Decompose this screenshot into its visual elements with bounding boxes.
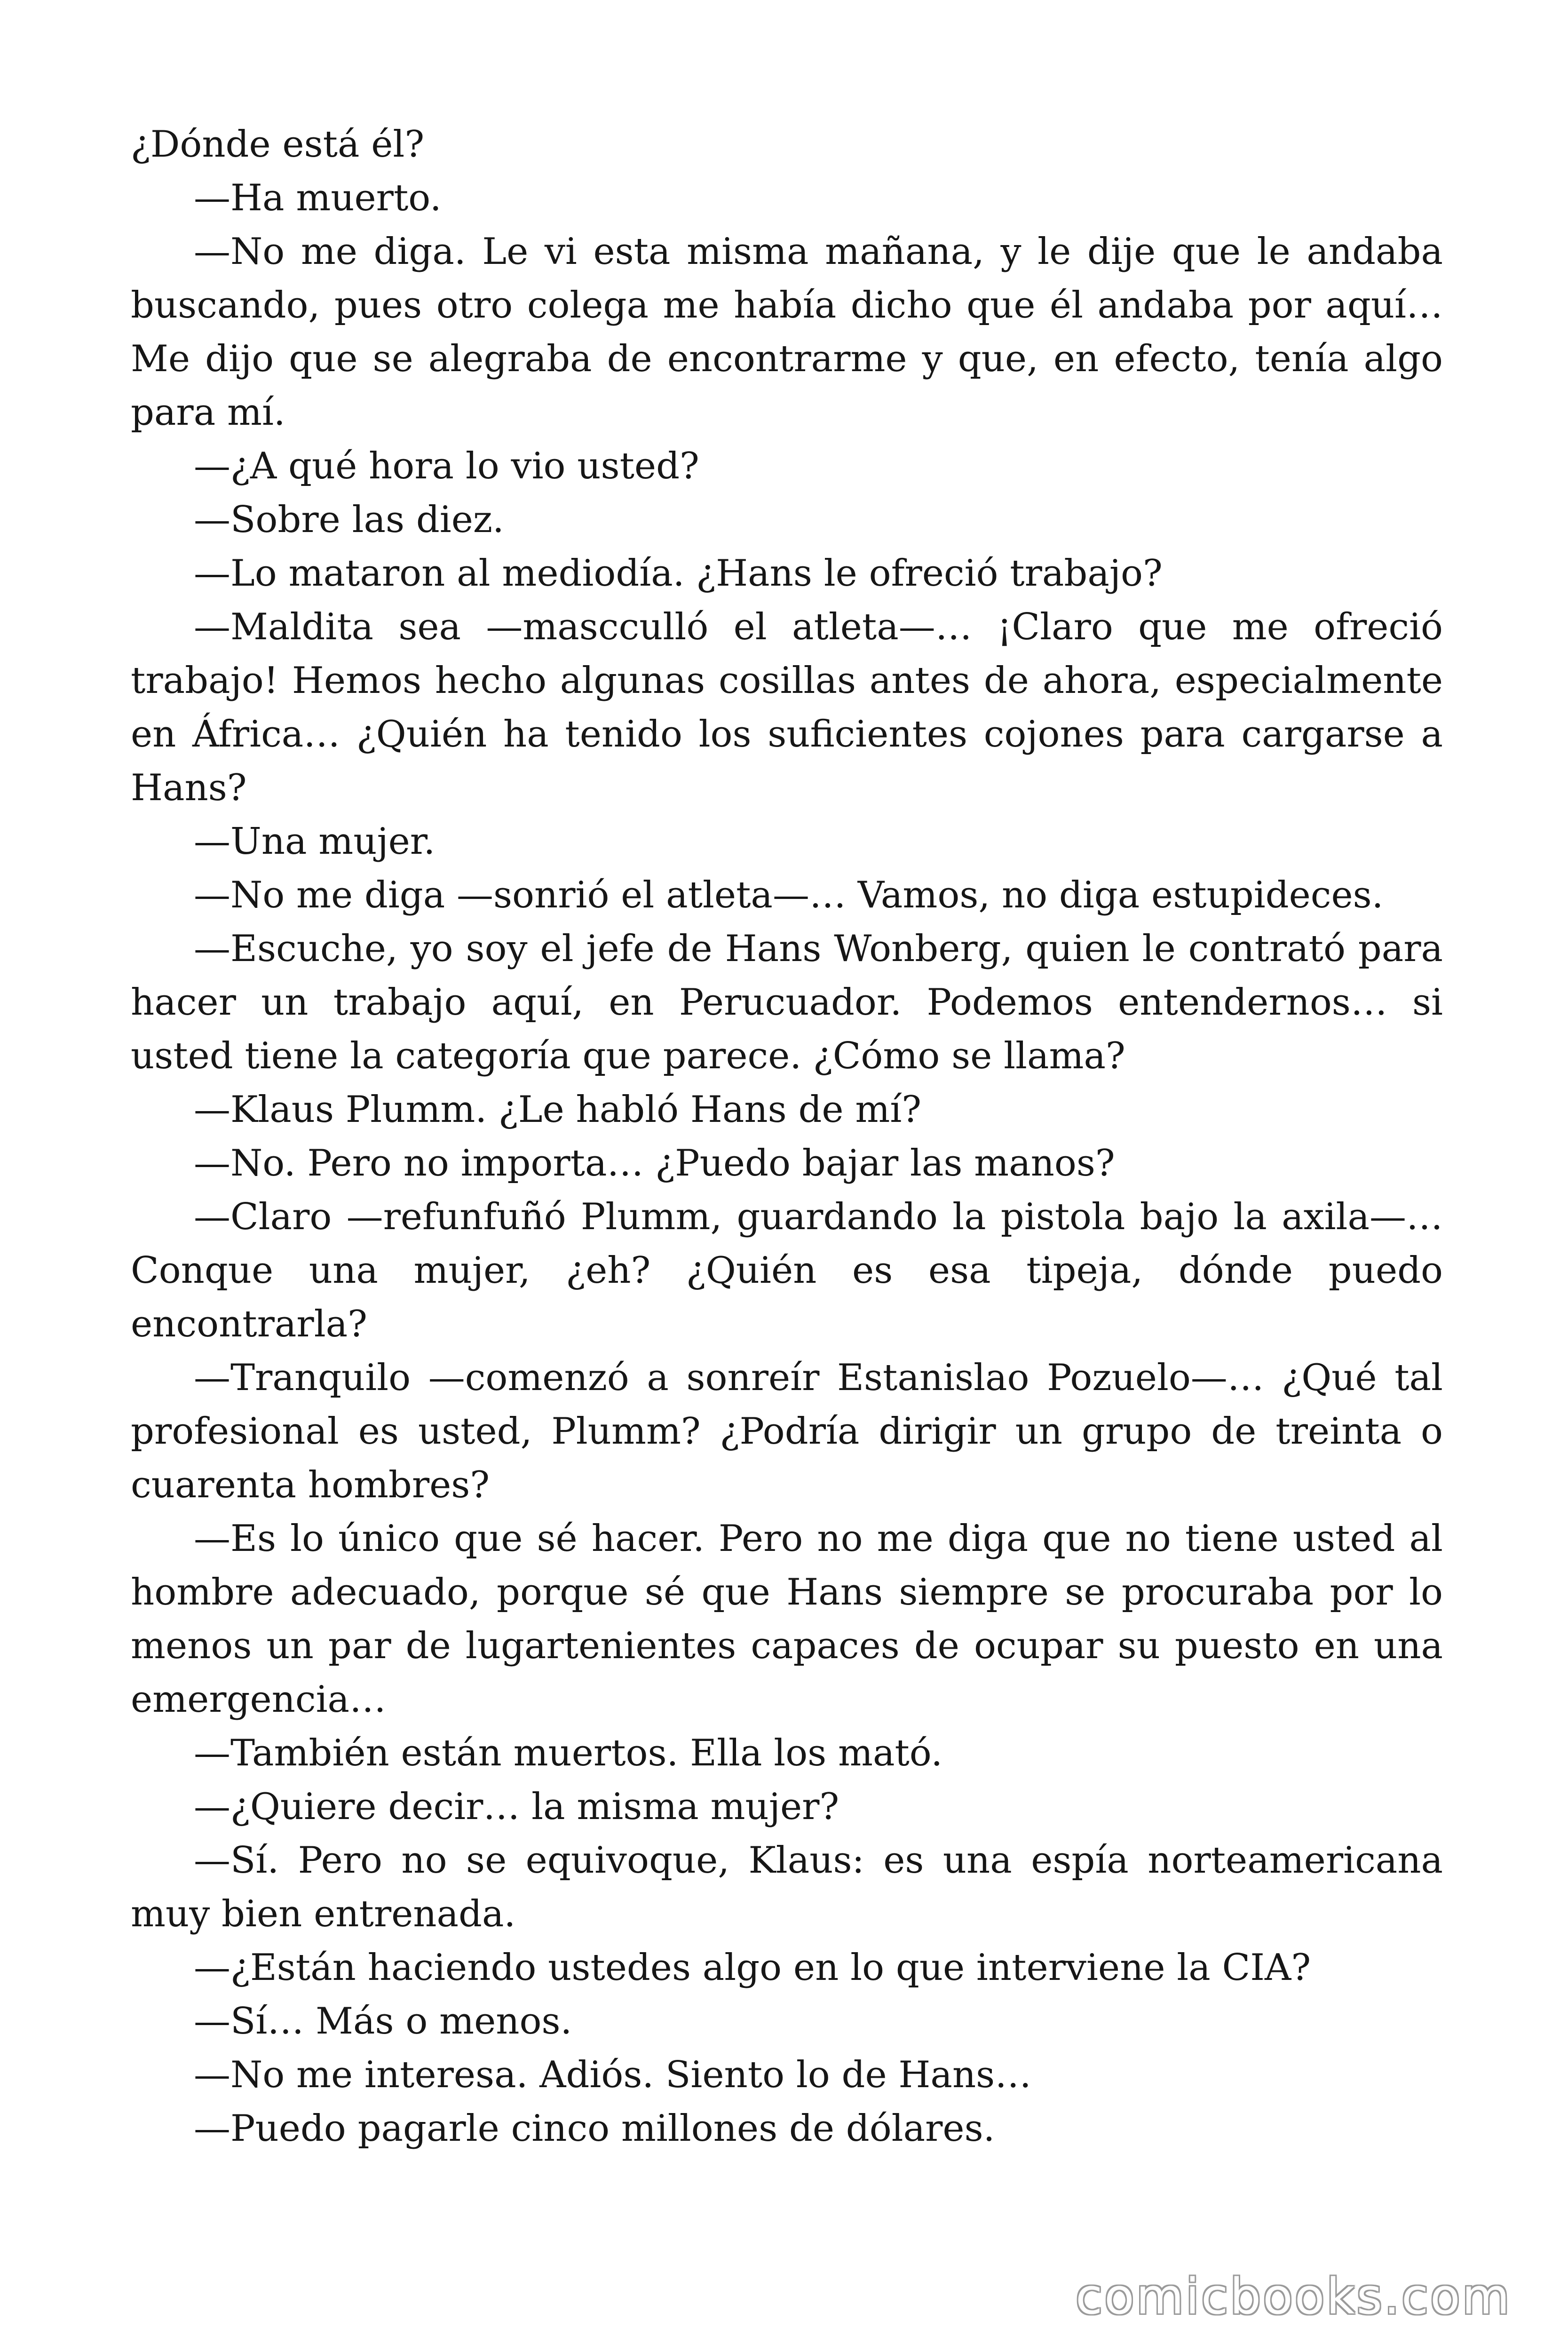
paragraph: —Escuche, yo soy el jefe de Hans Wonberg, quien le contrató para hacer un trabajo aquí, en Perucuador. Podemos entendernos… si usted tiene la categoría que parece. ¿Cómo se llama? <box>131 928 1443 1077</box>
paragraph: —Klaus Plumm. ¿Le habló Hans de mí? <box>194 1089 922 1131</box>
paragraph: —Es lo único que sé hacer. Pero no me diga que no tiene usted al hombre adecuado, porque sé que Hans siempre se procuraba por lo menos un par de lugartenientes capaces de ocupar su puesto en una emergencia… <box>131 1518 1443 1721</box>
paragraph: —¿Quiere decir… la misma mujer? <box>194 1786 839 1828</box>
paragraph: —También están muertos. Ella los mató. <box>194 1732 943 1774</box>
paragraph: —No me diga. Le vi esta misma mañana, y le dije que le andaba buscando, pues otro colega me había dicho que él andaba por aquí… Me dijo que se alegraba de encontrarme y que, en efecto, tenía algo para mí. <box>131 230 1443 434</box>
paragraph: —Una mujer. <box>194 820 436 863</box>
paragraph: —No. Pero no importa… ¿Puedo bajar las manos? <box>194 1142 1115 1184</box>
paragraph: —Ha muerto. <box>194 177 442 219</box>
watermark: comicbooks.com <box>1075 2268 1512 2325</box>
book-page-text <box>131 118 1443 2155</box>
paragraph: —¿A qué hora lo vio usted? <box>194 445 699 487</box>
paragraph: —Sí… Más o menos. <box>194 2000 572 2042</box>
paragraph: ¿Dónde está él? <box>131 123 425 166</box>
paragraph: —Sí. Pero no se equivoque, Klaus: es una espía norteamericana muy bien entrenada. <box>131 1839 1443 1935</box>
paragraph: —No me diga —sonrió el atleta—… Vamos, no diga estupideces. <box>194 874 1384 916</box>
paragraph: —Maldita sea —mascculló el atleta—… ¡Claro que me ofreció trabajo! Hemos hecho algunas cosillas antes de ahora, especialmente en África… ¿Quién ha tenido los suficientes cojones para cargarse a Hans? <box>131 606 1443 809</box>
paragraph: —Puedo pagarle cinco millones de dólares. <box>194 2107 995 2150</box>
paragraph: —¿Están haciendo ustedes algo en lo que interviene la CIA? <box>194 1947 1311 1989</box>
paragraph: —No me interesa. Adiós. Siento lo de Hans… <box>194 2054 1032 2096</box>
paragraph: —Sobre las diez. <box>194 499 504 541</box>
paragraph: —Claro —refunfuñó Plumm, guardando la pistola bajo la axila—… Conque una mujer, ¿eh? ¿Quién es esa tipeja, dónde puedo encontrarla? <box>131 1196 1443 1345</box>
paragraph: —Tranquilo —comenzó a sonreír Estanislao Pozuelo—… ¿Qué tal profesional es usted, Plumm? ¿Podría dirigir un grupo de treinta o cuarenta hombres? <box>131 1357 1443 1506</box>
paragraph: —Lo mataron al mediodía. ¿Hans le ofreció trabajo? <box>194 552 1163 595</box>
